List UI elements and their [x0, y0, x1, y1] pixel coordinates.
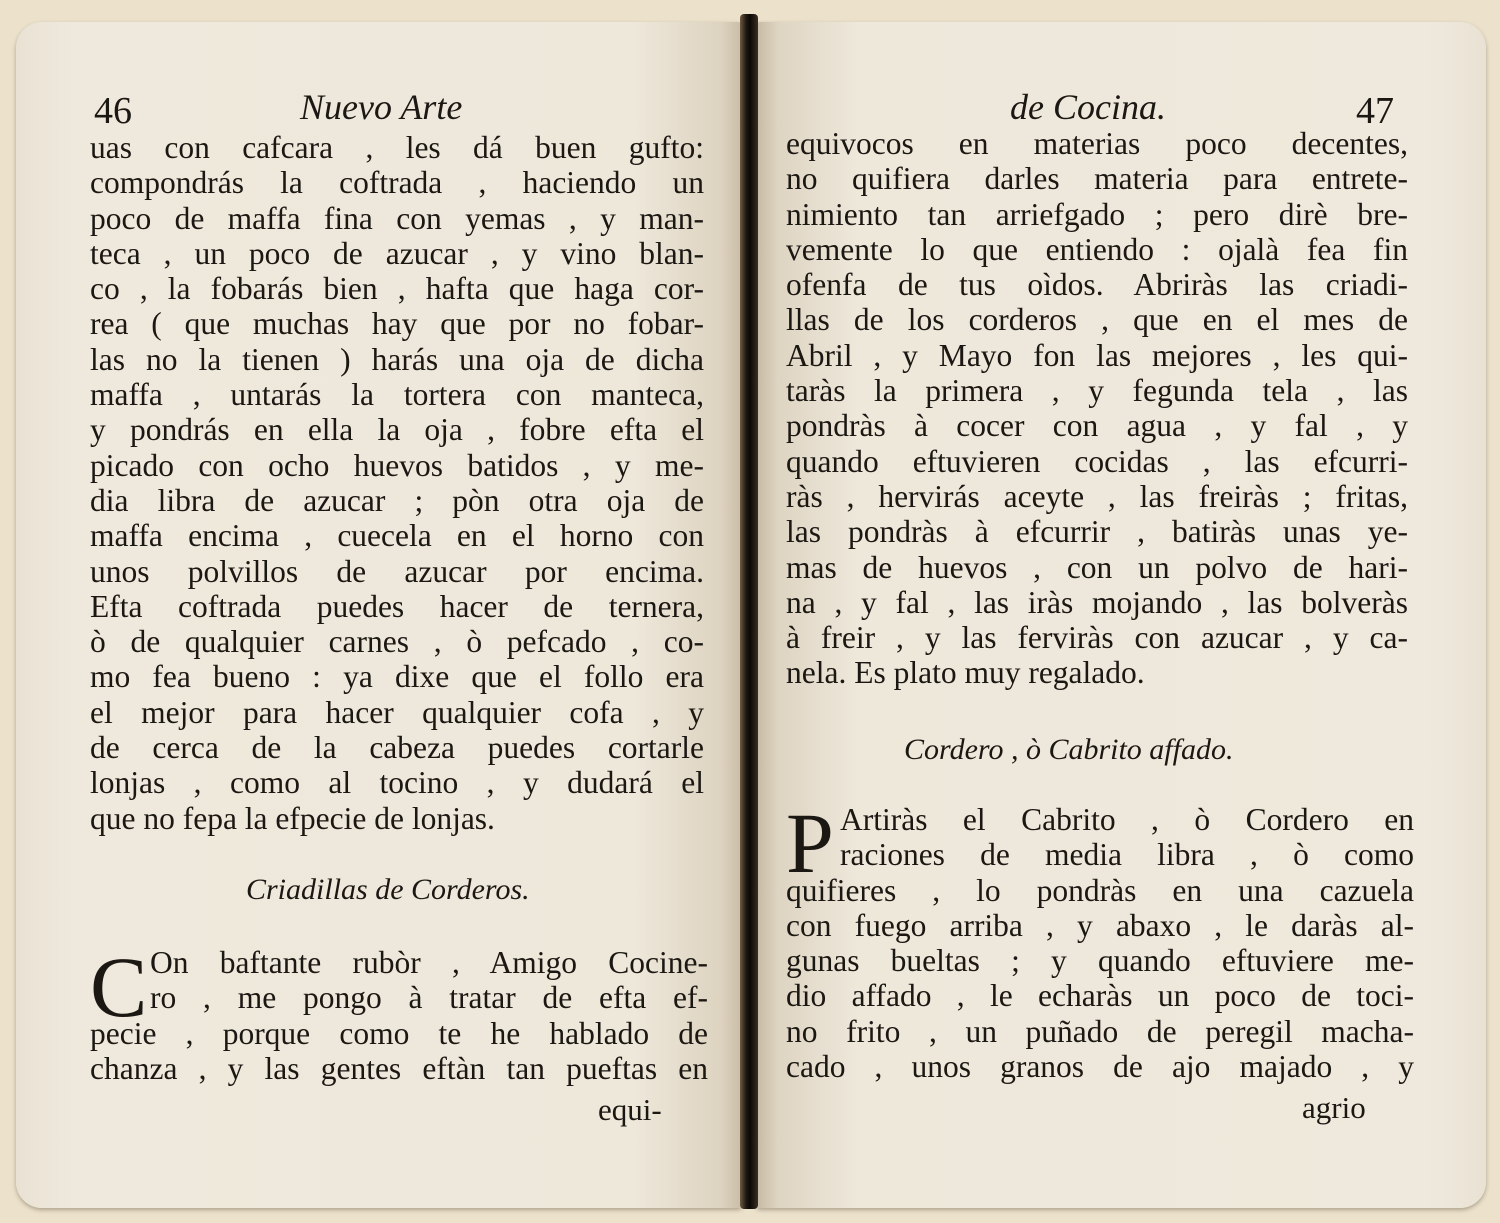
text-line: dia libra de azucar ; pòn otra oja de — [90, 482, 704, 518]
left-running-head: Nuevo Arte — [300, 87, 463, 127]
text-line: las no la tienen ) harás una oja de dicha — [90, 341, 704, 377]
text-line: taràs la primera , y fegunda tela , las — [786, 373, 1408, 409]
text-line: nimiento tan arriefgado ; pero dirè bre- — [786, 196, 1408, 232]
text-line: na , y fal , las iràs mojando , las bolveràs — [786, 584, 1408, 620]
text-line: co , la fobarás bien , hafta que haga cor- — [90, 271, 704, 307]
right-drop-cap: P — [786, 795, 834, 891]
text-line: cado , unos granos de ajo majado , y — [786, 1049, 1414, 1085]
text-line: gunas bueltas ; y quando eftuviere me- — [786, 943, 1414, 979]
text-line: vemente lo que entiendo : ojalà fea fin — [786, 231, 1408, 267]
book-gutter — [740, 14, 758, 1209]
left-catchword: equi- — [598, 1092, 662, 1127]
text-line: rea ( que muchas hay que por no fobar- — [90, 306, 704, 342]
left-drop-cap: C — [90, 939, 148, 1035]
right-running-head: de Cocina. — [1010, 87, 1166, 127]
text-line: y pondrás en ella la oja , fobre efta el — [90, 412, 704, 448]
text-line: con fuego arriba , y abaxo , le daràs al- — [786, 907, 1414, 943]
text-line: On baftante rubòr , Amigo Cocine- — [150, 945, 708, 980]
text-line: nela. Es plato muy regalado. — [786, 655, 1145, 691]
text-line: las pondràs à efcurrir , batiràs unas ye- — [786, 514, 1408, 550]
text-line: ofenfa de tus oìdos. Abriràs las criadi- — [786, 267, 1408, 303]
right-section-text — [786, 795, 1414, 1085]
text-line: chanza , y las gentes eftàn tan pueftas en — [90, 1050, 708, 1086]
text-line: poco de maffa fina con yemas , y man- — [90, 200, 704, 236]
text-line: teca , un poco de azucar , y vino blan- — [90, 235, 704, 271]
text-line: ò de qualquier carnes , ò pefcado , co- — [90, 624, 704, 660]
text-line: no quifiera darles materia para entrete- — [786, 161, 1408, 197]
text-line: maffa encima , cuecela en el horno con — [90, 518, 704, 554]
text-line: mas de huevos , con un polvo de hari- — [786, 549, 1408, 585]
text-line: Abril , y Mayo fon las mejores , les qui- — [786, 337, 1408, 373]
text-line: dio affado , le echaràs un poco de toci- — [786, 978, 1414, 1014]
right-page-number: 47 — [1356, 90, 1394, 132]
left-page-number: 46 — [94, 90, 132, 132]
right-body-text — [786, 126, 1408, 691]
text-line: equivocos en materias poco decentes, — [786, 126, 1408, 161]
text-line: lonjas , como al tocino , y dudará el — [90, 765, 704, 801]
text-line: pecie , porque como te he hablado de — [90, 1015, 708, 1051]
left-section-text — [90, 939, 708, 1086]
text-line: unos polvillos de azucar por encima. — [90, 553, 704, 589]
left-section-heading: Criadillas de Corderos. — [246, 873, 530, 906]
text-line: quando eftuvieren cocidas , las efcurri- — [786, 443, 1408, 479]
text-line: Artiràs el Cabrito , ò Cordero en — [840, 802, 1414, 837]
text-line: no frito , un puñado de peregil macha- — [786, 1013, 1414, 1049]
text-line: maffa , untarás la tortera con manteca, — [90, 377, 704, 413]
text-line: à freir , y las ferviràs con azucar , y ca- — [786, 620, 1408, 656]
text-line: raciones de media libra , ò como — [840, 837, 1414, 873]
text-line: que no fepa la efpecie de lonjas. — [90, 800, 495, 836]
text-line: de cerca de la cabeza puedes cortarle — [90, 730, 704, 766]
left-body-text — [90, 130, 704, 836]
text-line: mo fea bueno : ya dixe que el follo era — [90, 659, 704, 695]
text-line: ràs , hervirás aceyte , las freiràs ; fritas, — [786, 478, 1408, 514]
text-line: pondràs à cocer con agua , y fal , y — [786, 408, 1408, 444]
text-line: ro , me pongo à tratar de efta ef- — [150, 980, 708, 1016]
right-catchword: agrio — [1302, 1090, 1366, 1125]
text-line: llas de los corderos , que en el mes de — [786, 302, 1408, 338]
text-line: uas con cafcara , les dá buen gufto: — [90, 130, 704, 165]
text-line: el mejor para hacer qualquier cofa , y — [90, 694, 704, 730]
right-section-heading: Cordero , ò Cabrito affado. — [904, 733, 1234, 766]
text-line: picado con ocho huevos batidos , y me- — [90, 447, 704, 483]
text-line: quifieres , lo pondràs en una cazuela — [786, 872, 1414, 908]
text-line: compondrás la coftrada , haciendo un — [90, 165, 704, 201]
text-line: Efta coftrada puedes hacer de ternera, — [90, 588, 704, 624]
